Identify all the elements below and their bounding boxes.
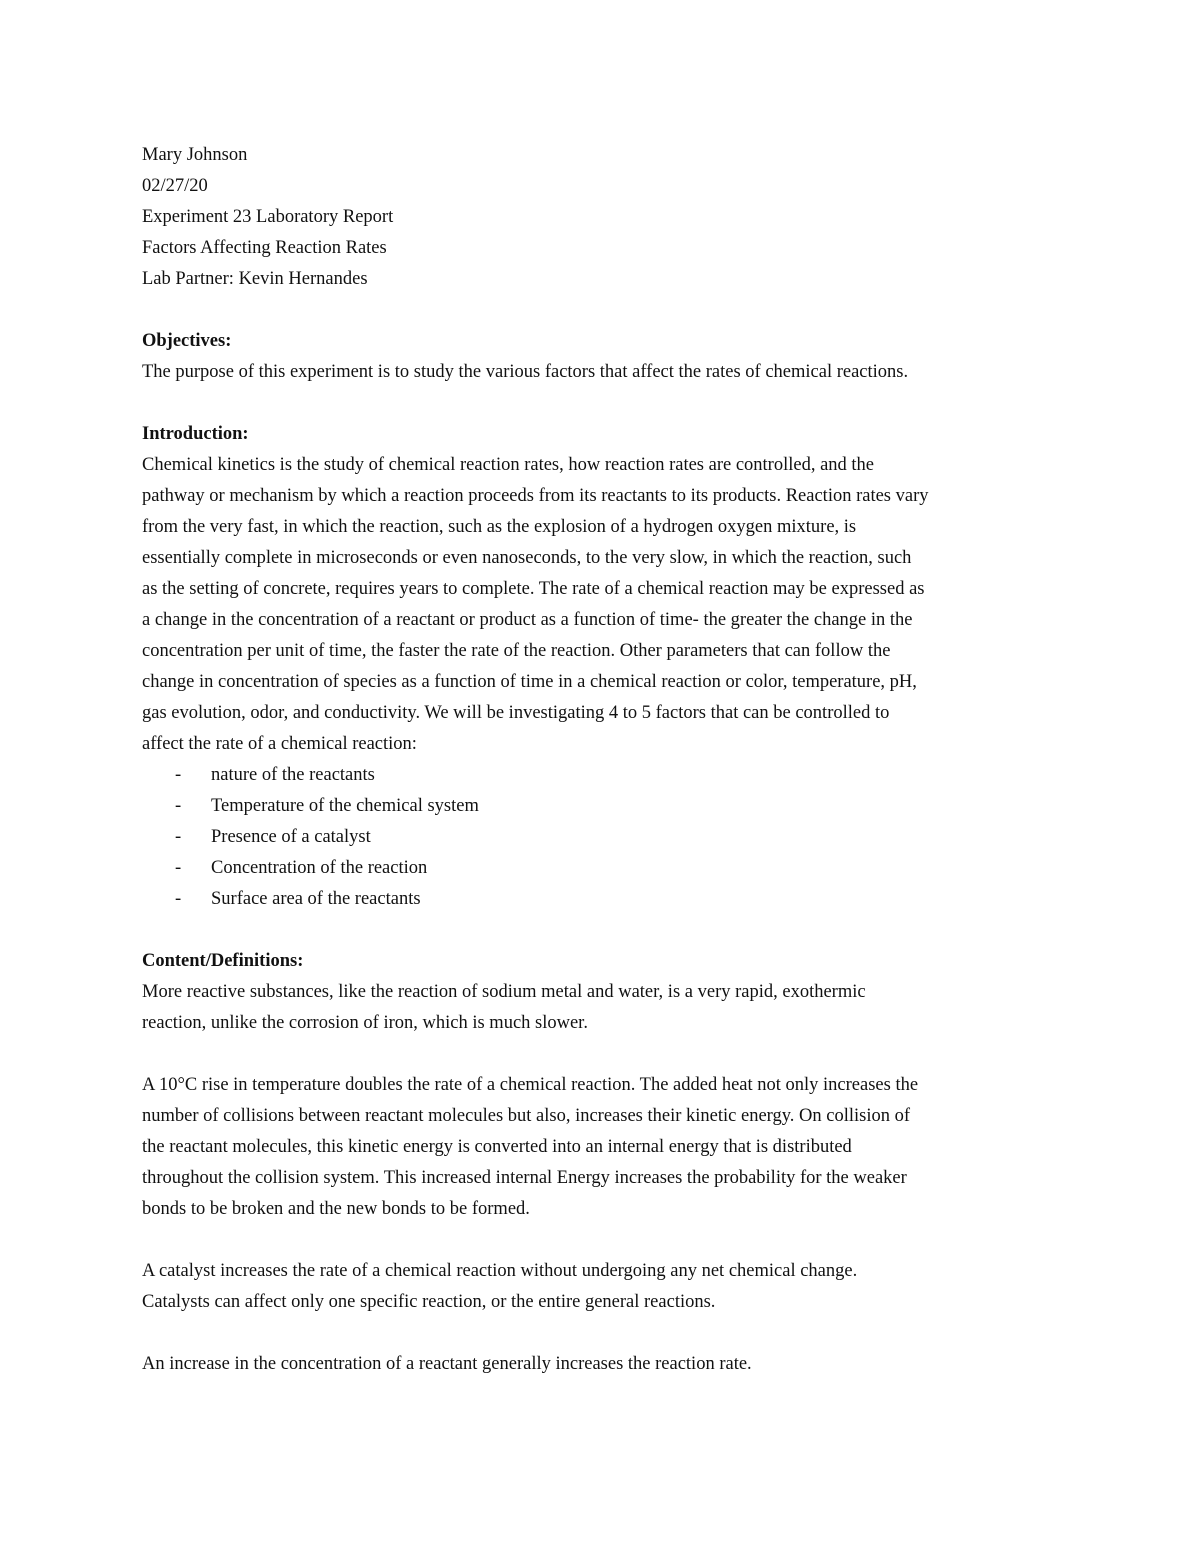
definitions-heading: Content/Definitions:: [142, 951, 304, 971]
bullet-marker: -: [175, 796, 182, 816]
bullet-marker: -: [175, 827, 182, 847]
paragraph-line: More reactive substances, like the reaction of sodium metal and water, is a very rapid, exothermic: [142, 982, 866, 1002]
experiment-title: Experiment 23 Laboratory Report: [142, 207, 394, 227]
report-header: [142, 140, 1062, 295]
document-body: [142, 140, 1062, 1380]
lab-partner: Lab Partner: Kevin Hernandes: [142, 269, 368, 289]
report-date: 02/27/20: [142, 176, 208, 196]
introduction-line: as the setting of concrete, requires years to complete. The rate of a chemical reaction may be expressed as: [142, 579, 925, 599]
introduction-line: a change in the concentration of a reactant or product as a function of time- the greater the change in the: [142, 610, 913, 630]
introduction-section: [142, 419, 1062, 915]
paragraph-line: A catalyst increases the rate of a chemical reaction without undergoing any net chemical change.: [142, 1261, 858, 1281]
paragraph-line: reaction, unlike the corrosion of iron, which is much slower.: [142, 1013, 588, 1033]
introduction-line: from the very fast, in which the reaction, such as the explosion of a hydrogen oxygen mixture, is: [142, 517, 857, 537]
list-item-text: Surface area of the reactants: [211, 889, 421, 909]
list-item-text: Temperature of the chemical system: [211, 796, 479, 816]
list-item: [142, 760, 1062, 791]
spacer: [142, 1039, 1062, 1070]
bullet-marker: -: [175, 858, 182, 878]
introduction-line: change in concentration of species as a function of time in a chemical reaction or color, temperature, pH,: [142, 672, 917, 692]
introduction-line: essentially complete in microseconds or even nanoseconds, to the very slow, in which the reaction, such: [142, 548, 912, 568]
spacer: [142, 388, 1062, 419]
spacer: [142, 295, 1062, 326]
bullet-marker: -: [175, 765, 182, 785]
list-item-text: nature of the reactants: [211, 765, 375, 785]
objectives-text: The purpose of this experiment is to study the various factors that affect the rates of chemical reactions.: [142, 362, 909, 382]
objectives-heading: Objectives:: [142, 331, 232, 351]
introduction-line: concentration per unit of time, the faster the rate of the reaction. Other parameters that can follow the: [142, 641, 891, 661]
introduction-line: pathway or mechanism by which a reaction proceeds from its reactants to its products. Reaction rates vary: [142, 486, 929, 506]
paragraph-line: number of collisions between reactant molecules but also, increases their kinetic energy. On collision of: [142, 1106, 911, 1126]
introduction-heading: Introduction:: [142, 424, 249, 444]
definitions-paragraph-temperature: [142, 1070, 1062, 1225]
paragraph-line: A 10°C rise in temperature doubles the rate of a chemical reaction. The added heat not only increases the: [142, 1075, 919, 1095]
paragraph-line: bonds to be broken and the new bonds to be formed.: [142, 1199, 530, 1219]
paragraph-line: An increase in the concentration of a reactant generally increases the reaction rate.: [142, 1354, 752, 1374]
bullet-marker: -: [175, 889, 182, 909]
list-item-text: Concentration of the reaction: [211, 858, 428, 878]
list-item-text: Presence of a catalyst: [211, 827, 371, 847]
paragraph-line: throughout the collision system. This increased internal Energy increases the probability for the weaker: [142, 1168, 907, 1188]
list-item: [142, 853, 1062, 884]
definitions-paragraph-concentration: [142, 1349, 1062, 1380]
paragraph-line: the reactant molecules, this kinetic energy is converted into an internal energy that is distributed: [142, 1137, 852, 1157]
paragraph-line: Catalysts can affect only one specific reaction, or the entire general reactions.: [142, 1292, 716, 1312]
spacer: [142, 1225, 1062, 1256]
list-item: [142, 791, 1062, 822]
introduction-line: affect the rate of a chemical reaction:: [142, 734, 417, 754]
definitions-paragraph-reactivity: [142, 977, 1062, 1039]
list-item: [142, 884, 1062, 915]
author-name: Mary Johnson: [142, 145, 248, 165]
spacer: [142, 915, 1062, 946]
list-item: [142, 822, 1062, 853]
introduction-line: Chemical kinetics is the study of chemical reaction rates, how reaction rates are controlled, and the: [142, 455, 875, 475]
definitions-section: [142, 946, 1062, 1380]
report-title: Factors Affecting Reaction Rates: [142, 238, 387, 258]
introduction-line: gas evolution, odor, and conductivity. We will be investigating 4 to 5 factors that can be controlled to: [142, 703, 890, 723]
definitions-paragraph-catalyst: [142, 1256, 1062, 1318]
spacer: [142, 1318, 1062, 1349]
objectives-section: [142, 326, 1062, 388]
factors-list: [142, 760, 1062, 915]
